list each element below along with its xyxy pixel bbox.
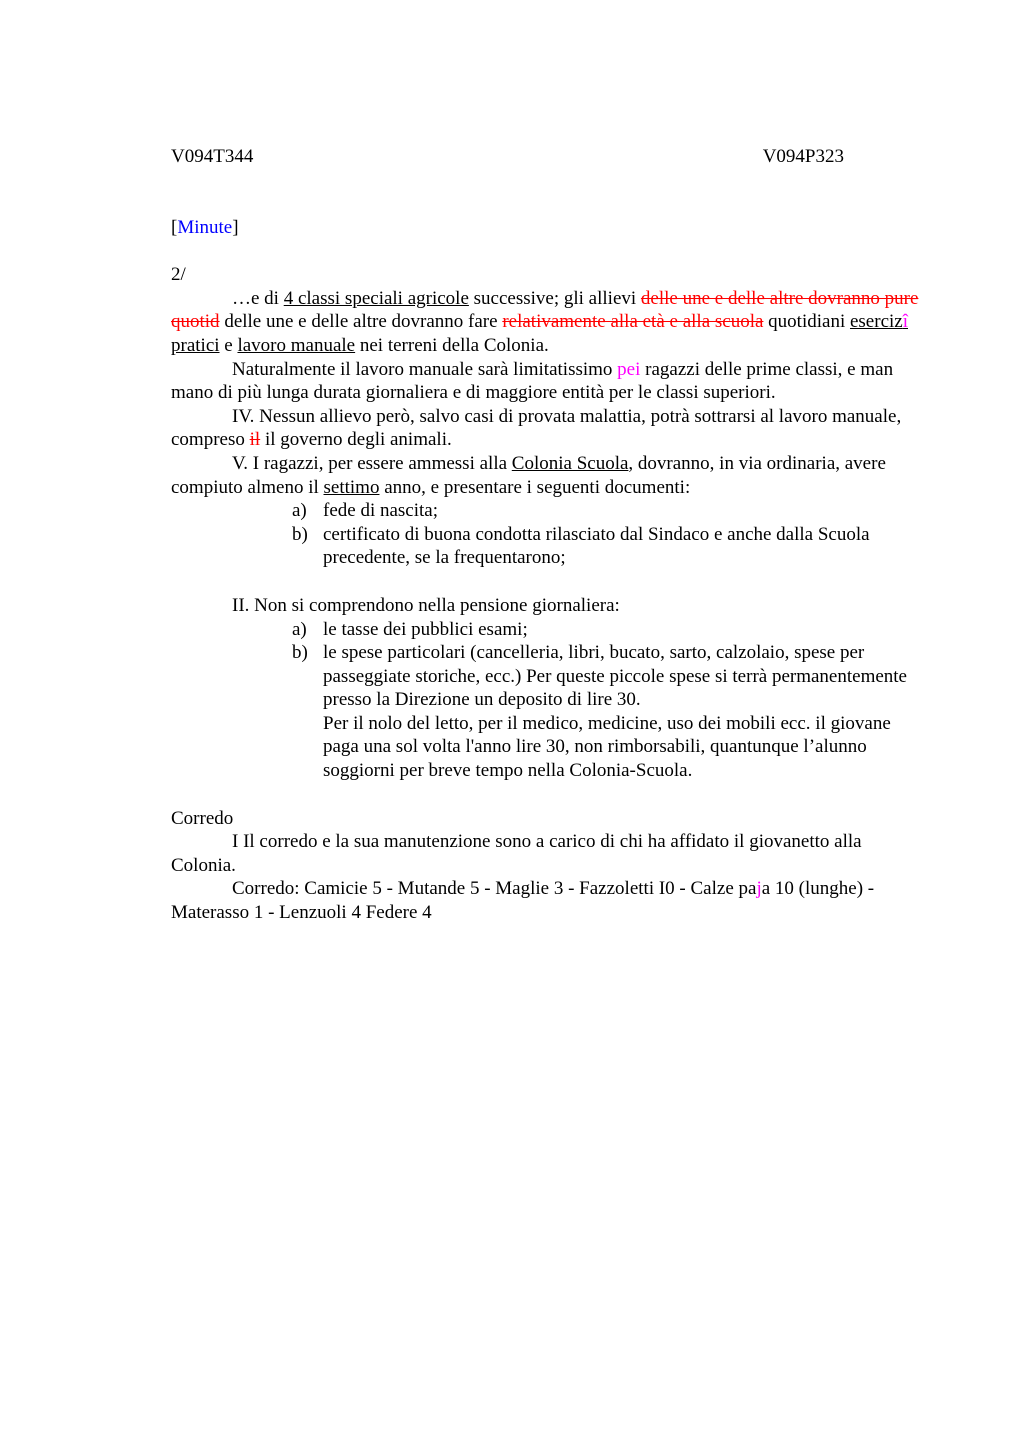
inserted-text: j — [756, 878, 762, 900]
underlined-colonia-scuola: Colonia Scuola — [511, 452, 629, 474]
left-code: V094T344 — [171, 146, 254, 167]
documents-list — [171, 499, 919, 570]
minute-label — [171, 216, 919, 240]
label-minute: Minute — [177, 216, 233, 238]
list-marker: b) — [292, 523, 308, 545]
list-marker: a) — [292, 500, 307, 522]
right-code: V094P323 — [762, 146, 844, 167]
paragraph-corredo-care: I Il corredo e la sua manutenzione sono a carico di chi ha affidato il giovanetto alla Colonia. — [171, 831, 862, 876]
list-marker: b) — [292, 642, 308, 664]
list-item: a) fede di nascita; — [292, 500, 439, 522]
list-item: b) certificato di buona condotta rilasciato dal Sindaco e anche dalla Scuola precedente, se la frequentarono; — [292, 523, 870, 569]
underlined-settimo: settimo — [323, 476, 380, 498]
deleted-text: delle une e delle altre dovranno pure quotid — [171, 287, 919, 333]
exclusions-list — [171, 618, 919, 783]
paragraph-article-v: V. I ragazzi, per essere ammessi alla Colonia Scuola, dovranno, in via ordinaria, avere compiuto almeno il settimo anno, e presentare i seguenti documenti: — [171, 452, 886, 498]
corredo-heading: Corredo — [171, 807, 234, 829]
deleted-text: il — [249, 429, 261, 451]
underlined-classes: 4 classi speciali agricole — [283, 287, 469, 309]
deleted-text: relativamente alla età e alla scuola — [502, 311, 764, 333]
underlined-exercises: esercizî pratici — [171, 311, 908, 356]
paragraph-article-ii: II. Non si comprendono nella pensione giornaliera: — [232, 594, 620, 616]
paragraph-classes: …e di 4 classi speciali agricole successive; gli allievi delle une e delle altre dovranno pure quotid delle une e delle altre dovranno fare relativamente alla età e alla scuola quotidiani esercizî pratici e lavoro manuale nei terreni della Colonia. — [171, 287, 919, 356]
document-page — [171, 145, 919, 925]
inserted-text: î — [902, 311, 908, 333]
underlined-manual-work: lavoro manuale — [237, 334, 356, 356]
label-close-bracket: ] — [232, 216, 239, 238]
document-header — [171, 145, 844, 169]
list-marker: a) — [292, 618, 307, 640]
list-item: b) le spese particolari (cancelleria, libri, bucato, sarto, calzolaio, spese per passeggiate storiche, ecc.) Per queste piccole spese si terrà permanentemente presso la Direzione un deposito di lire 30. Per il nolo del letto, per il medico, medicine, uso dei mobili ecc. il giovane paga una sol volta l'anno lire 30, non rimborsabili, quantunque l’alunno soggiorni per breve tempo nella Colonia-Scuola. — [292, 642, 907, 782]
inserted-text: pei — [617, 358, 641, 380]
paragraph-manual-work: Naturalmente il lavoro manuale sarà limitatissimo pei ragazzi delle prime classi, e man mano di più lunga durata giornaliera e di maggiore entità per le classi superiori. — [171, 358, 894, 404]
page-number: 2/ — [171, 264, 186, 286]
paragraph-corredo-items: Corredo: Camicie 5 - Mutande 5 - Maglie 3 - Fazzoletti I0 - Calze paja 10 (lunghe) - Materasso 1 - Lenzuoli 4 Federe 4 — [171, 878, 875, 924]
list-item: a) le tasse dei pubblici esami; — [292, 618, 528, 640]
label-open-bracket: [ — [171, 216, 178, 238]
paragraph-article-iv: IV. Nessun allievo però, salvo casi di provata malattia, potrà sottrarsi al lavoro manuale, compreso il il governo degli animali. — [171, 405, 902, 451]
